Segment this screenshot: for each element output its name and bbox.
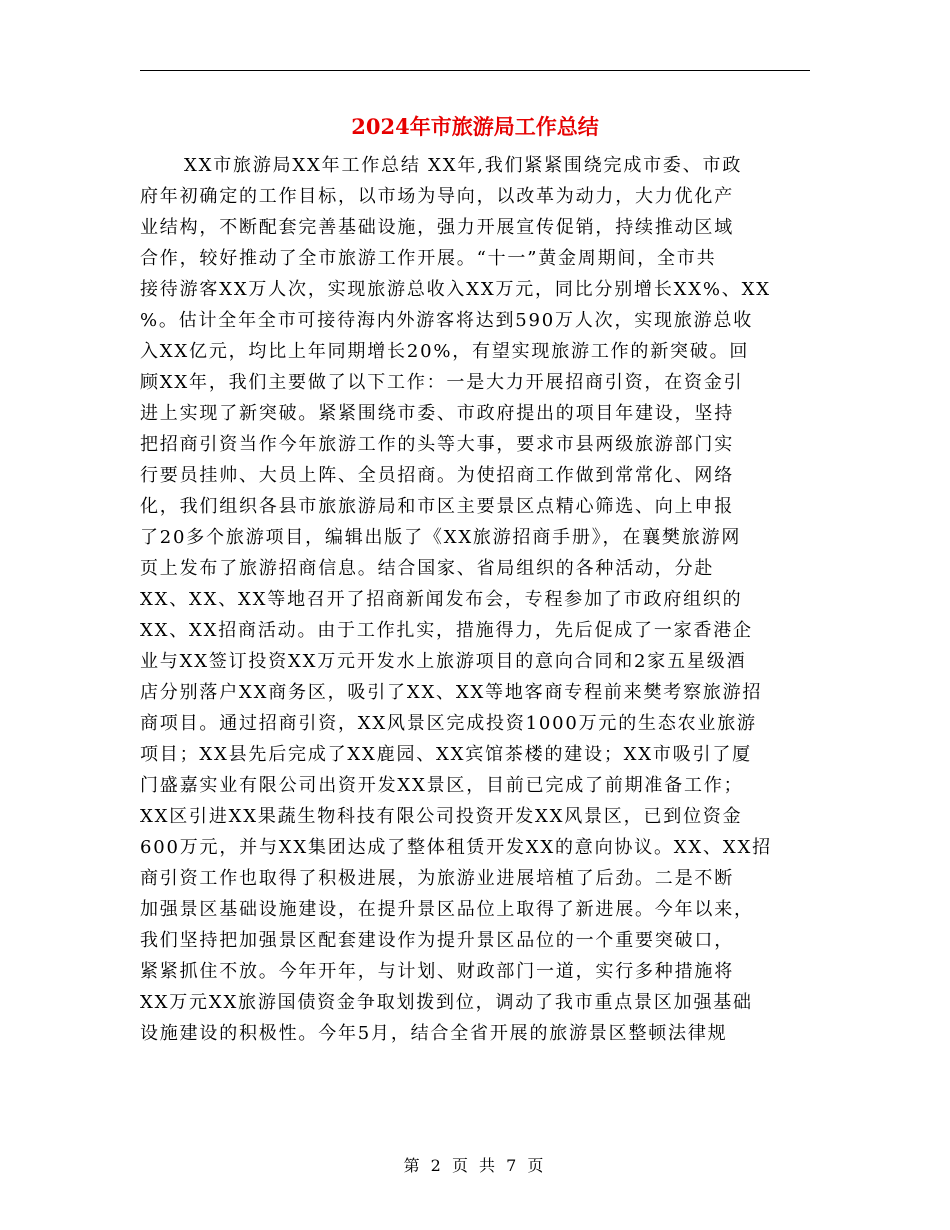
body-line: 业结构，不断配套完善基础设施，强力开展宣传促销，持续推动区域 (140, 217, 734, 238)
body-line: 项目；XX县先后完成了XX鹿园、XX宾馆茶楼的建设；XX市吸引了厦 (140, 744, 752, 765)
body-line: 600万元，并与XX集团达成了整体租赁开发XX的意向协议。XX、XX招 (140, 837, 772, 858)
body-line: 店分别落户XX商务区，吸引了XX、XX等地客商专程前来樊考察旅游招 (140, 682, 763, 703)
header-rule (140, 70, 810, 71)
body-line: 了20多个旅游项目，编辑出版了《XX旅游招商手册》，在襄樊旅游网 (140, 527, 742, 548)
body-line: 顾XX年，我们主要做了以下工作：一是大力开展招商引资，在资金引 (140, 372, 744, 393)
body-line: 府年初确定的工作目标，以市场为导向，以改革为动力，大力优化产 (140, 186, 734, 207)
body-line: 接待游客XX万人次，实现旅游总收入XX万元，同比分别增长XX%、XX (140, 279, 771, 300)
body-line: XX万元XX旅游国债资金争取划拨到位，调动了我市重点景区加强基础 (140, 992, 753, 1013)
body-line: 化，我们组织各县市旅旅游局和市区主要景区点精心筛选、向上申报 (140, 496, 734, 517)
body-paragraph (140, 150, 810, 1049)
page-footer: 第 2 页 共 7 页 (403, 1156, 547, 1175)
body-line: 我们坚持把加强景区配套建设作为提升景区品位的一个重要突破口， (140, 930, 734, 951)
body-line: 商引资工作也取得了积极进展，为旅游业进展培植了后劲。二是不断 (140, 868, 734, 889)
body-line: 进上实现了新突破。紧紧围绕市委、市政府提出的项目年建设，坚持 (140, 403, 734, 424)
body-line: 加强景区基础设施建设，在提升景区品位上取得了新进展。今年以来， (140, 899, 754, 920)
body-line: 行要员挂帅、大员上阵、全员招商。为使招商工作做到常常化、网络 (140, 465, 734, 486)
body-line: 门盛嘉实业有限公司出资开发XX景区，目前已完成了前期准备工作； (140, 775, 744, 796)
body-line: 把招商引资当作今年旅游工作的头等大事，要求市县两级旅游部门实 (140, 434, 734, 455)
body-line: XX市旅游局XX年工作总结 XX年,我们紧紧围绕完成市委、市政 (184, 155, 743, 176)
body-line: %。估计全年全市可接待海内外游客将达到590万人次，实现旅游总收 (140, 310, 754, 331)
body-line: XX、XX、XX等地召开了招商新闻发布会，专程参加了市政府组织的 (140, 589, 743, 610)
body-line: XX、XX招商活动。由于工作扎实，措施得力，先后促成了一家香港企 (140, 620, 753, 641)
body-line: 商项目。通过招商引资，XX风景区完成投资1000万元的生态农业旅游 (140, 713, 757, 734)
body-line: 合作，较好推动了全市旅游工作开展。“十一”黄金周期间，全市共 (140, 248, 717, 269)
body-line: 紧紧抓住不放。今年开年，与计划、财政部门一道，实行多种措施将 (140, 961, 734, 982)
body-line: XX区引进XX果蔬生物科技有限公司投资开发XX风景区，已到位资金 (140, 806, 743, 827)
body-line: 入XX亿元，均比上年同期增长20%，有望实现旅游工作的新突破。回 (140, 341, 750, 362)
document-title: 2024年市旅游局工作总结 (351, 114, 599, 139)
body-line: 设施建设的积极性。今年5月，结合全省开展的旅游景区整顿法律规 (140, 1023, 728, 1044)
body-line: 页上发布了旅游招商信息。结合国家、省局组织的各种活动，分赴 (140, 558, 715, 579)
body-line: 业与XX签订投资XX万元开发水上旅游项目的意向合同和2家五星级酒 (140, 651, 747, 672)
